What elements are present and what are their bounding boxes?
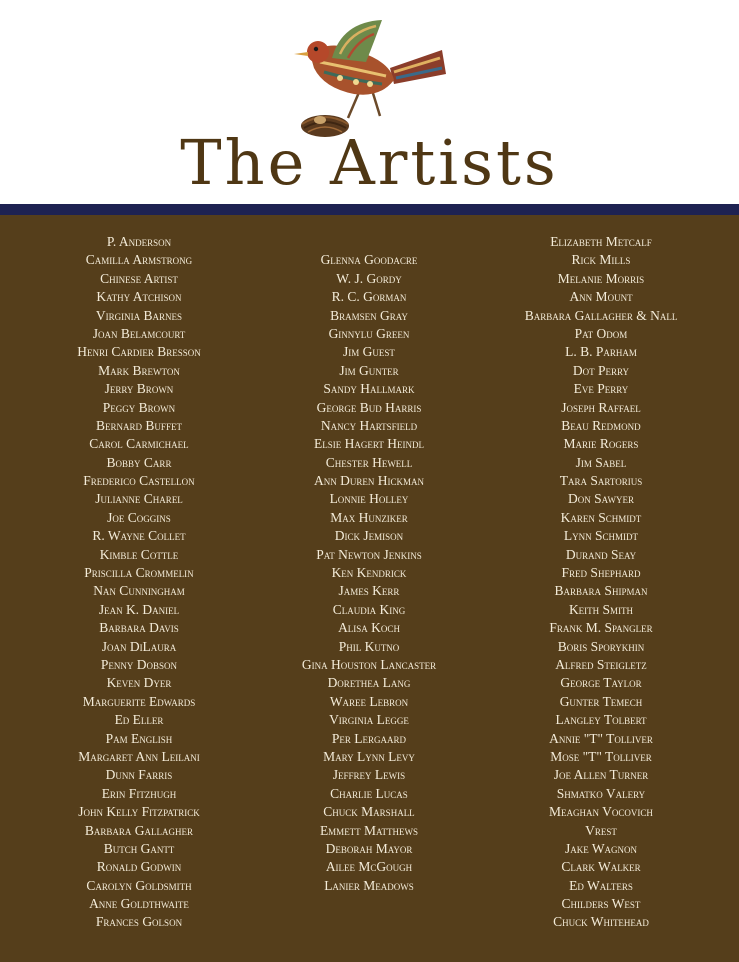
- artist-name: Peggy Brown: [102, 399, 176, 415]
- page-title: The Artists: [180, 126, 559, 199]
- artist-name: Joan DiLaura: [101, 638, 177, 654]
- artist-name: Kimble Cottle: [99, 546, 179, 562]
- artist-name: Childers West: [561, 896, 641, 912]
- artist-name: Jim Sabel: [575, 454, 627, 470]
- artist-name: Per Lergaard: [331, 730, 407, 746]
- artist-name: Fred Shephard: [561, 565, 641, 581]
- artist-name: Clark Walker: [561, 859, 641, 875]
- artist-name: Joseph Raffael: [561, 399, 641, 415]
- artist-name: Langley Tolbert: [555, 712, 647, 728]
- artist-name: Virginia Legge: [329, 712, 409, 728]
- artist-name: George Bud Harris: [316, 399, 422, 415]
- artist-name: Chester Hewell: [325, 454, 413, 470]
- artist-name: Ann Mount: [569, 289, 633, 305]
- artist-name: Carol Carmichael: [89, 436, 189, 452]
- artist-name: Shmatko Valery: [556, 785, 646, 801]
- artist-name: Melanie Morris: [557, 270, 645, 286]
- artist-name: Keith Smith: [568, 601, 634, 617]
- artist-name: Barbara Gallagher & Nall: [524, 307, 678, 323]
- artist-name: Chuck Marshall: [323, 804, 415, 820]
- artist-name: Karen Schmidt: [560, 509, 642, 525]
- artist-name: Boris Sporykhin: [557, 638, 645, 654]
- artist-name: Ed Eller: [114, 712, 164, 728]
- artist-name: Nancy Hartsfield: [320, 417, 418, 433]
- artist-column-2: [258, 251, 480, 895]
- artist-name: Joe Allen Turner: [553, 767, 649, 783]
- artist-name: Waree Lebron: [329, 693, 409, 709]
- artist-name: Bernard Buffet: [96, 417, 182, 433]
- artist-name: Mose "T" Tolliver: [550, 748, 652, 764]
- artist-name: Glenna Goodacre: [320, 252, 418, 268]
- artist-name: Dot Perry: [572, 362, 630, 378]
- artists-panel: [0, 215, 739, 962]
- artist-name: Annie "T" Tolliver: [549, 730, 653, 746]
- artist-name: Don Sawyer: [568, 491, 634, 507]
- artist-name: Henri Cardier Bresson: [77, 344, 201, 360]
- artist-name: Ailee McGough: [325, 859, 413, 875]
- artist-name: Frances Golson: [95, 914, 183, 930]
- artist-name: Carolyn Goldsmith: [86, 877, 192, 893]
- artist-name: Lynn Schmidt: [563, 528, 639, 544]
- page-header: [0, 0, 739, 204]
- artist-name: Gunter Temech: [559, 693, 643, 709]
- divider-rule: [0, 204, 739, 215]
- artist-name: Elizabeth Metcalf: [550, 234, 652, 249]
- artist-name: Durand Seay: [565, 546, 637, 562]
- artist-name: Pat Odom: [574, 325, 628, 341]
- artist-name: George Taylor: [560, 675, 642, 691]
- artist-name: Jake Wagnon: [564, 840, 638, 856]
- artist-name: Pam English: [105, 730, 173, 746]
- artist-name: Barbara Davis: [99, 620, 179, 636]
- artist-name: Elsie Hagert Heindl: [314, 436, 424, 452]
- artist-name: R. C. Gorman: [331, 289, 407, 305]
- artist-name: Alisa Koch: [338, 620, 400, 636]
- artist-name: James Kerr: [338, 583, 400, 599]
- artist-name: Tara Sartorius: [559, 473, 643, 489]
- artist-name: Joan Belamcourt: [92, 325, 186, 341]
- artist-name: Camilla Armstrong: [85, 252, 193, 268]
- artist-name: Gina Houston Lancaster: [301, 656, 437, 672]
- artist-name: Chinese Artist: [100, 270, 178, 286]
- artist-name: Marguerite Edwards: [82, 693, 196, 709]
- artist-name: Erin Fitzhugh: [101, 785, 177, 801]
- artist-name: Vrest: [585, 822, 617, 838]
- artist-name: Rick Mills: [571, 252, 631, 268]
- artist-name: Jim Guest: [343, 344, 395, 360]
- artist-name: Joe Coggins: [107, 509, 171, 525]
- artist-name: Jim Gunter: [339, 362, 399, 378]
- artist-name: Jeffrey Lewis: [332, 767, 406, 783]
- artist-name: R. Wayne Collet: [92, 528, 186, 544]
- artist-name: P. Anderson: [106, 234, 172, 249]
- artist-name: Max Hunziker: [330, 509, 408, 525]
- artist-name: Margaret Ann Leilani: [78, 748, 200, 764]
- artist-name: Pat Newton Jenkins: [316, 546, 422, 562]
- artist-name: Bramsen Gray: [330, 307, 408, 323]
- folk-art-bird-on-nest-icon: [290, 18, 450, 140]
- artist-name: Kathy Atchison: [96, 289, 182, 305]
- artist-name: Ann Duren Hickman: [314, 473, 424, 489]
- artist-name: Frank M. Spangler: [549, 620, 653, 636]
- artist-name: Barbara Gallagher: [84, 822, 194, 838]
- artist-name: Jean K. Daniel: [98, 601, 180, 617]
- artist-name: John Kelly Fitzpatrick: [78, 804, 200, 820]
- artist-name: Deborah Mayor: [325, 840, 413, 856]
- artist-name: Dorethea Lang: [327, 675, 411, 691]
- artist-name: Ronald Godwin: [96, 859, 182, 875]
- artist-name: Beau Redmond: [561, 417, 641, 433]
- artist-name: Chuck Whitehead: [553, 914, 649, 930]
- artist-name: W. J. Gordy: [336, 270, 402, 286]
- artist-name: Claudia King: [332, 601, 406, 617]
- artist-name: Anne Goldthwaite: [89, 896, 189, 912]
- artist-name: Marie Rogers: [563, 436, 639, 452]
- artist-name: Emmett Matthews: [319, 822, 419, 838]
- artist-name: Dunn Farris: [105, 767, 173, 783]
- artist-name: Nan Cunningham: [93, 583, 185, 599]
- artist-name: Ginnylu Green: [328, 325, 410, 341]
- artist-name: Alfred Steigletz: [555, 656, 647, 672]
- artist-name: Keven Dyer: [106, 675, 172, 691]
- artist-name: Lanier Meadows: [324, 877, 414, 893]
- artist-name: Julianne Charel: [95, 491, 183, 507]
- artist-name: Mark Brewton: [98, 362, 180, 378]
- artist-name: L. B. Parham: [565, 344, 637, 360]
- artist-name: Lonnie Holley: [329, 491, 409, 507]
- artist-column-3: [488, 233, 714, 932]
- artist-name: Priscilla Crommelin: [84, 565, 194, 581]
- artist-name: Bobby Carr: [106, 454, 172, 470]
- artist-name: Dick Jemison: [334, 528, 404, 544]
- artist-name: Virginia Barnes: [95, 307, 183, 323]
- artist-name: Butch Gantt: [103, 840, 175, 856]
- artist-name: Ken Kendrick: [331, 565, 407, 581]
- artist-name: Barbara Shipman: [554, 583, 648, 599]
- artist-name: Phil Kutno: [338, 638, 400, 654]
- artist-name: Mary Lynn Levy: [323, 748, 415, 764]
- artist-name: Sandy Hallmark: [323, 381, 415, 397]
- artist-name: Jerry Brown: [104, 381, 174, 397]
- artist-column-1: [28, 233, 250, 932]
- artist-name: Charlie Lucas: [330, 785, 408, 801]
- artist-name: Meaghan Vocovich: [549, 804, 653, 820]
- artist-name: Penny Dobson: [100, 656, 178, 672]
- artist-name: Frederico Castellon: [83, 473, 195, 489]
- artist-name: Eve Perry: [573, 381, 629, 397]
- artist-name: Ed Walters: [569, 877, 633, 893]
